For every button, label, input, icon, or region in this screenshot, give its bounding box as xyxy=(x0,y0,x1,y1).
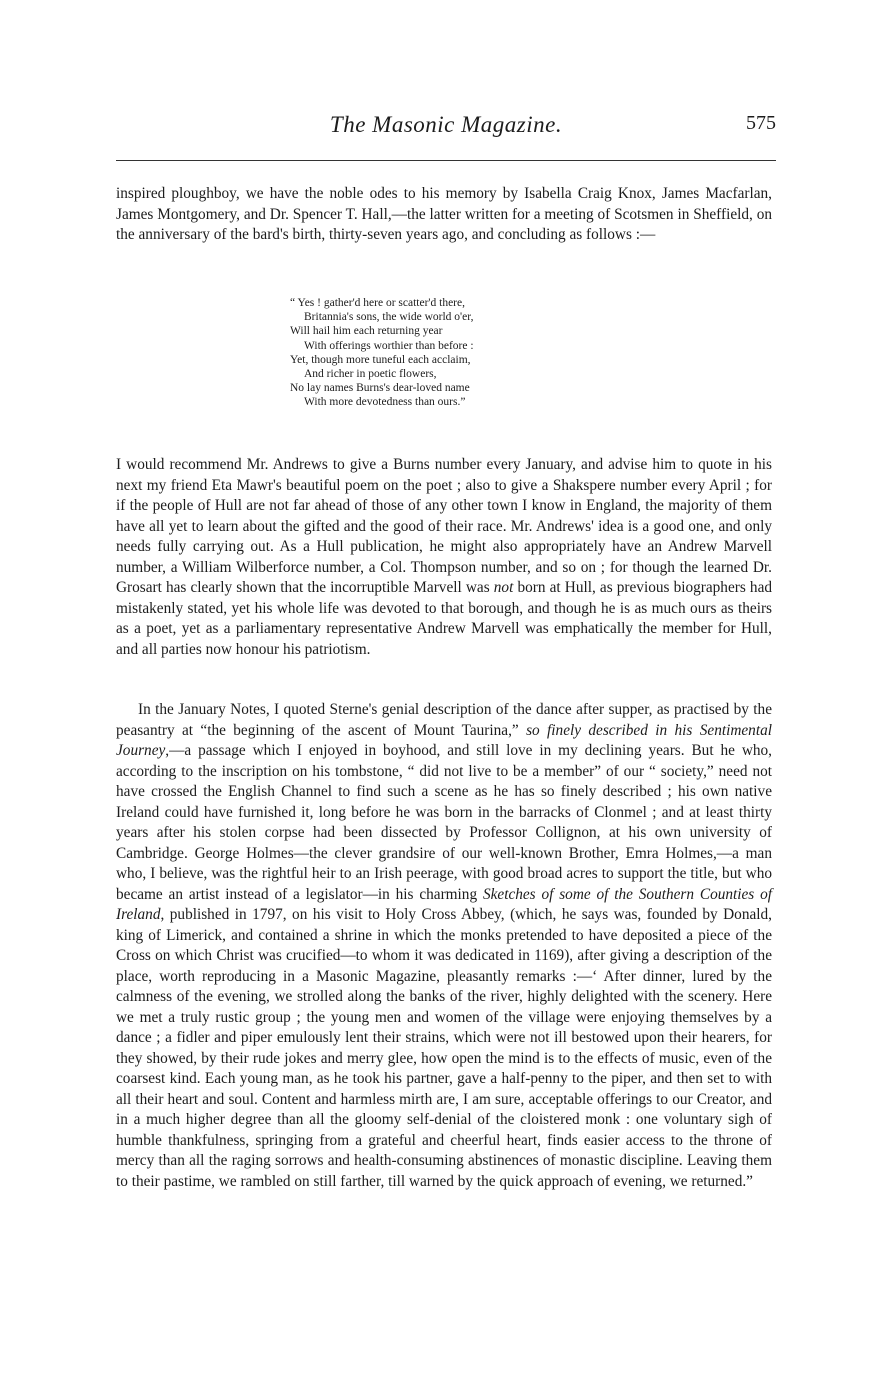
poem-line: With offerings worthier than before : xyxy=(304,339,474,352)
poem-line: Britannia's sons, the wide world o'er, xyxy=(304,311,474,324)
page-number: 575 xyxy=(746,112,776,134)
burns-number-text: I would recommend Mr. Andrews to give a Burns number every January, and advise him to quote in his next my friend Eta Mawr's beautiful poem on the poet ; also to give a Shakspere number every April ; for if the people of Hull are not far ahead of those of any other town I know in England, the majority of them have all yet to learn about the gifted and the good of their race. Mr. Andrews' idea is a good one, and only needs fully carrying out. As a Hull publication, he might also appropriately have an Andrew Marvell number, a William Wilberforce number, a Col. Thompson number, and so on ; for though the learned Dr. Grosart has clearly shown that the incorruptible Marvell was not born at Hull, as previous biographers had mistakenly stated, yet his whole life was devoted to that borough, and though he is as much ours as theirs as a poet, yet as a parliamentary representative Andrew Marvell was emphatically the member for Hull, and all parties now honour his patriotism. xyxy=(116,456,773,658)
intro-paragraph xyxy=(116,184,772,246)
poem-line: “ Yes ! gather'd here or scatter'd there, xyxy=(290,297,465,309)
january-notes-paragraph xyxy=(116,700,772,1192)
poem-line: And richer in poetic flowers, xyxy=(304,368,437,381)
poem-line: With more devotedness than ours.” xyxy=(304,396,466,409)
quoted-poem xyxy=(290,296,590,410)
running-title: The Masonic Magazine. xyxy=(329,112,563,137)
intro-text: inspired ploughboy, we have the noble odes to his memory by Isabella Craig Knox, James Macfarlan, James Montgomery, and Dr. Spencer T. Hall,—the latter written for a meeting of Scotsmen in Sheffield, on the anniversary of the bard's birth, thirty-seven years ago, and concluding as follows :— xyxy=(116,185,772,243)
page-header xyxy=(116,108,776,142)
january-notes-text: In the January Notes, I quoted Sterne's genial description of the dance after supper, as practised by the peasantry at “the beginning of the ascent of Mount Taurina,” so finely described in his Sentimental Journey,—a passage which I enjoyed in boyhood, and still love in my declining years. But he who, according to the inscription on his tombstone, “ did not live to be a member” of our “ society,” need not have crossed the English Channel to find such a scene as he has so finely described ; his own native Ireland could have furnished it, long before he was born in the barracks of Clonmel ; and at least thirty years after his stolen corpse had been dissected by Professor Collignon, at his own university of Cambridge. George Holmes—the clever grandsire of our well-known Brother, Emra Holmes,—a man who, I believe, was the rightful heir to an Irish peerage, with good broad acres to support the title, but who became an artist instead of a legislator—in his charming Sketches of some of the Southern Counties of Ireland, published in 1797, on his visit to Holy Cross Abbey, (which, he says was, founded by Donald, king of Limerick, and contained a shrine in which the monks pretended to have deposited a piece of the Cross on which Christ was crucified—to whom it was dedicated in 1169), after giving a description of the place, worth reproducing in a Masonic Magazine, pleasantly remarks :—‘ After dinner, lured by the calmness of the evening, we strolled along the banks of the river, highly delighted with the scenery. Here we met a truly rustic group ; the young men and women of the village were enjoying themselves by a dance ; a fidler and piper emulously lent their strains, which were not ill bestowed upon their hearers, for they showed, by their rude jokes and merry glee, how open the mind is to the effects of music, even of the coarsest kind. Each young man, as he took his partner, gave a half-penny to the piper, and then set to with all their heart and soul. Content and harmless mirth are, I am sure, acceptable offerings to our Creator, and in a much higher degree than all the gloomy self-denial of the cloistered monk : one voluntary sigh of humble thankfulness, springing from a grateful and cheerful heart, finds easier access to the throne of mercy than all the raging sorrows and health-consuming abstinences of monastic discipline. Leaving them to their pastime, we rambled on still farther, till warned by the quick approach of evening, we returned.” xyxy=(116,701,773,1190)
burns-number-paragraph xyxy=(116,455,772,660)
poem-line: No lay names Burns's dear-loved name xyxy=(290,382,470,395)
header-rule xyxy=(116,160,776,161)
poem-line: Yet, though more tuneful each acclaim, xyxy=(290,353,471,366)
poem-line: Will hail him each returning year xyxy=(290,325,443,338)
